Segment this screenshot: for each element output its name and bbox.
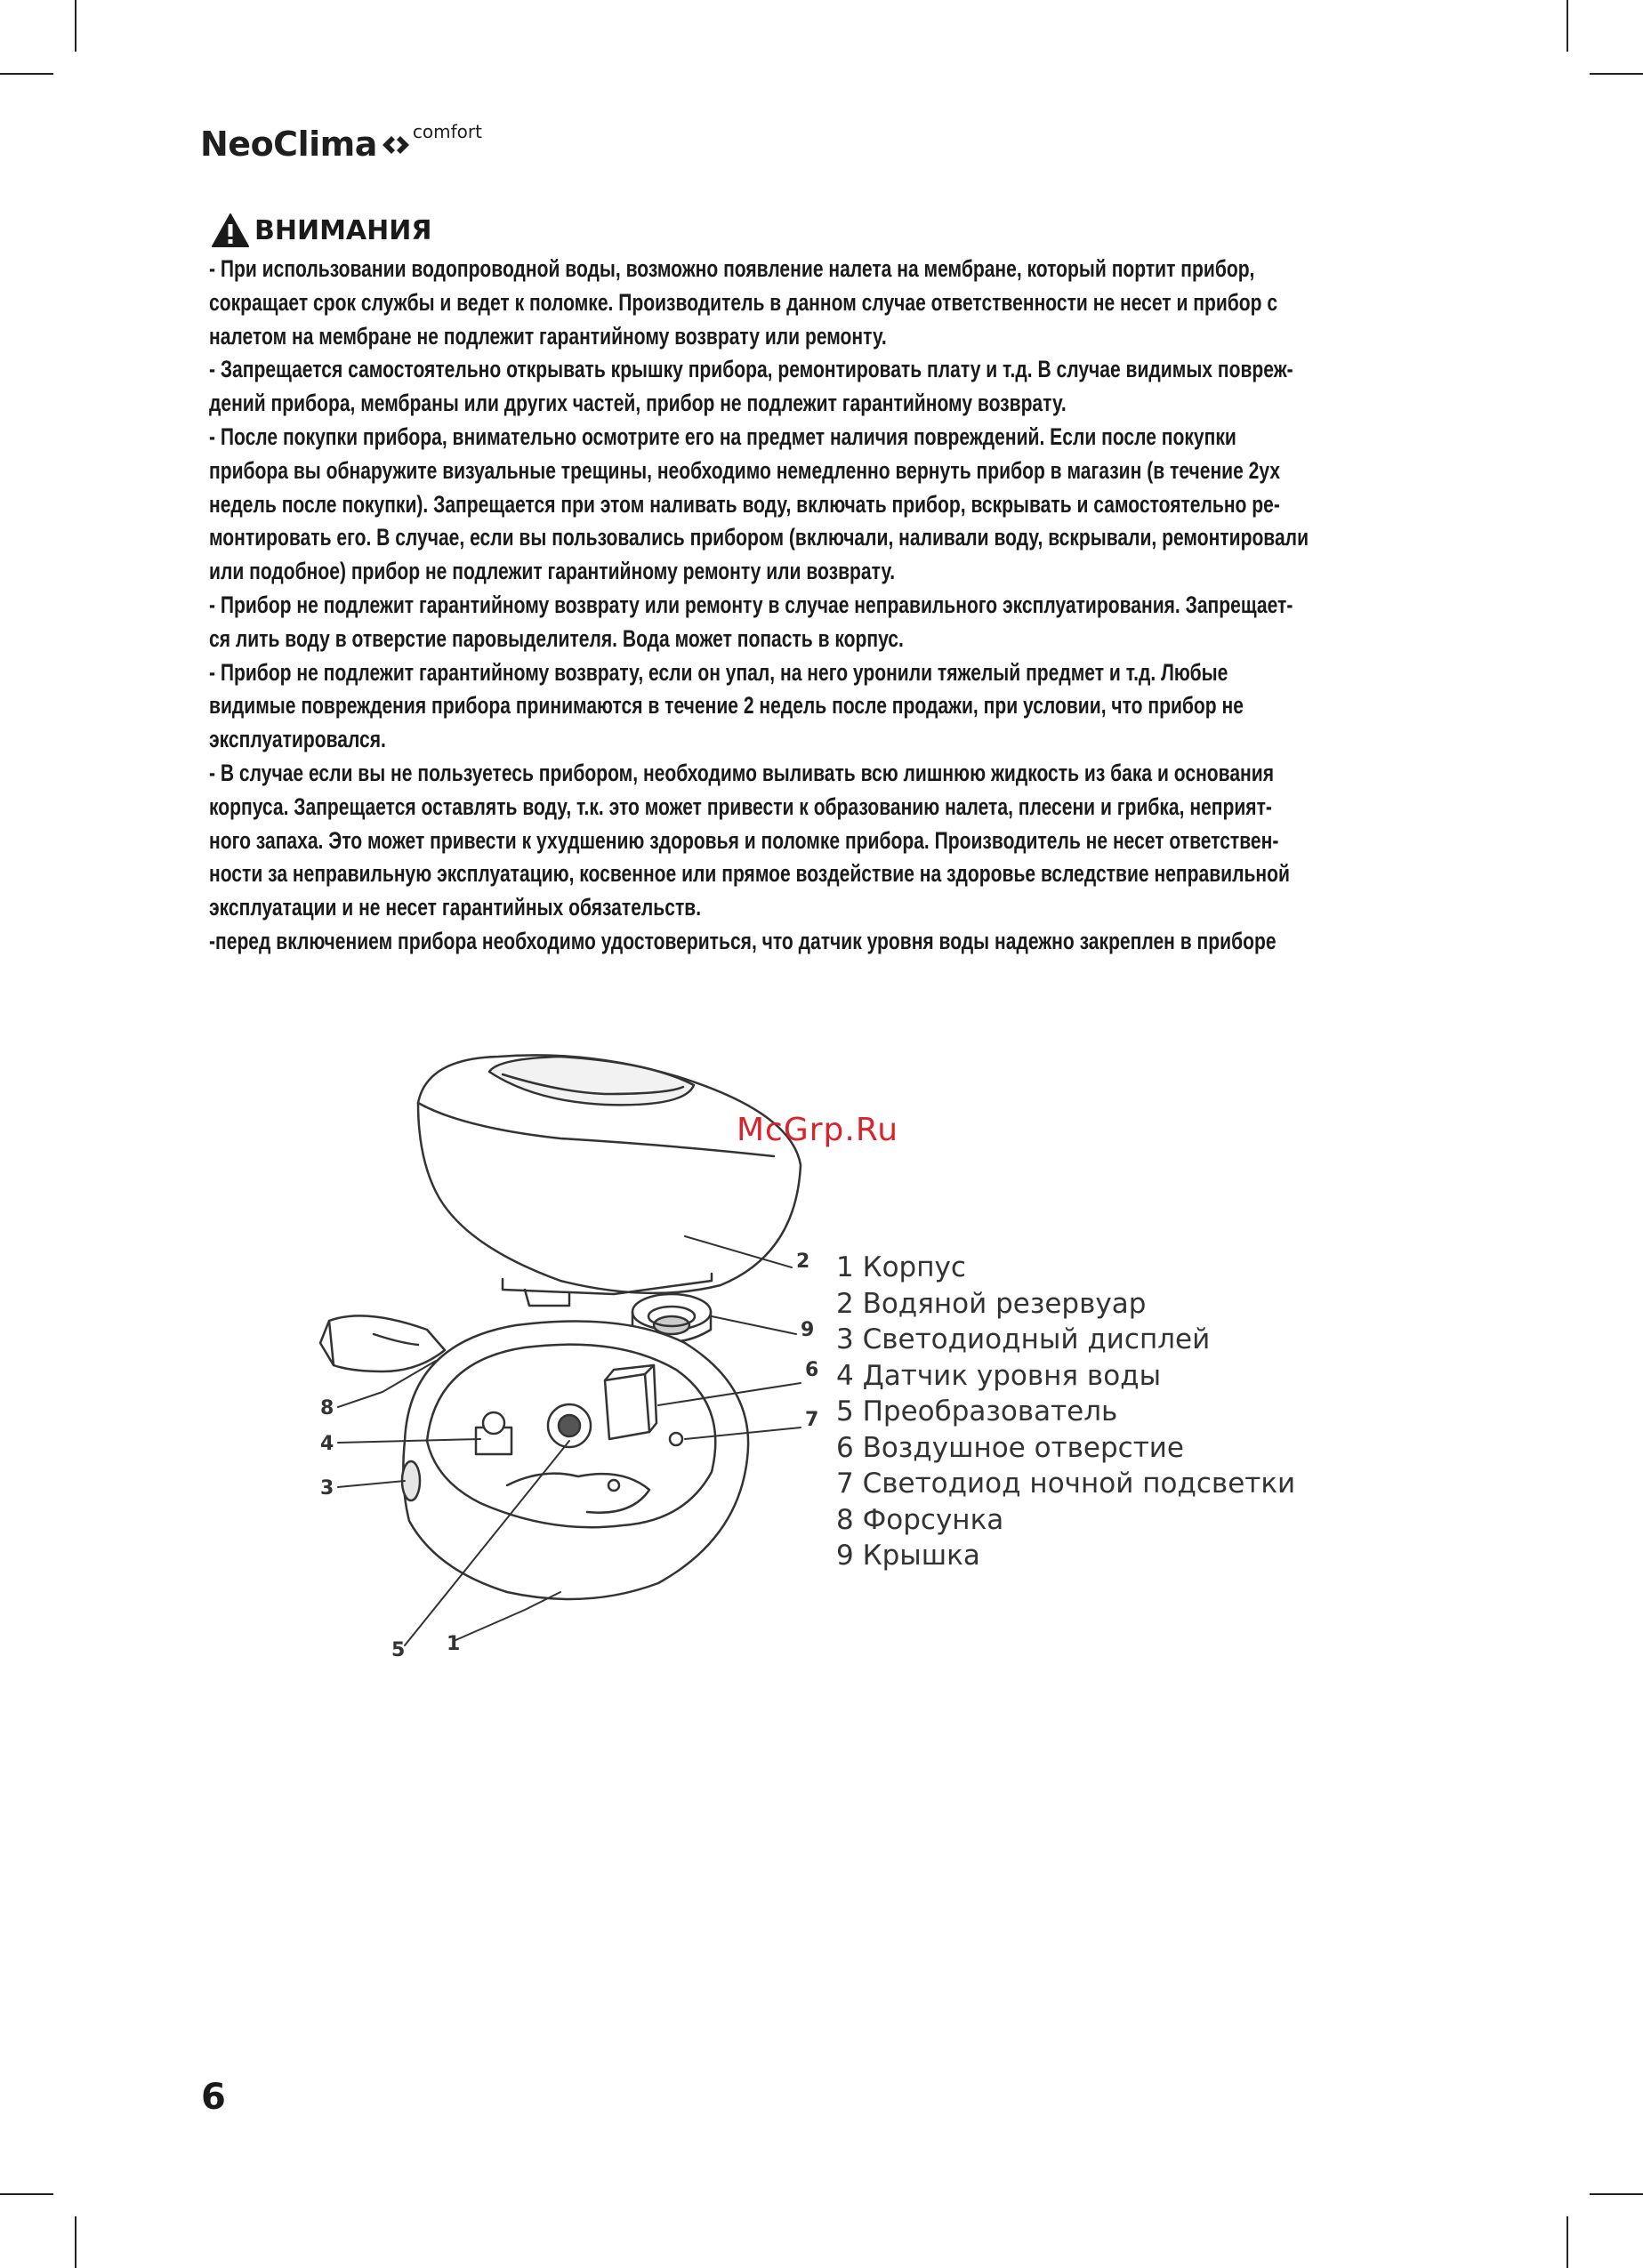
base-body-illustration (402, 1322, 748, 1600)
warning-line: ного запаха. Это может привести к ухудшению здоровья и поломке прибора. Производитель не несет ответствен- (209, 826, 1279, 854)
crop-mark (1590, 73, 1643, 75)
warning-line: эксплуатации и не несет гарантийных обязательств. (209, 894, 702, 921)
crop-mark (75, 0, 77, 52)
watermark: McGrp.Ru (737, 1112, 899, 1148)
warning-line: - После покупки прибора, внимательно осмотрите его на предмет наличия повреждений. Если после покупки (209, 422, 1236, 450)
legend-item: 2 Водяной резервуар (836, 1287, 1147, 1320)
legend-item: 7 Светодиод ночной подсветки (836, 1468, 1296, 1500)
warning-line: видимые повреждения прибора принимаются в течение 2 недель после продажи, при условии, что прибор не (209, 692, 1244, 720)
warning-heading (212, 213, 431, 247)
legend-item: 9 Крышка (836, 1540, 980, 1572)
brand-name: NeoClima (200, 125, 377, 164)
warning-line: недель после покупки). Запрещается при этом наливать воду, включать прибор, вскрывать и самостоятельно ре- (209, 490, 1280, 518)
callout-number: 2 (796, 1251, 810, 1273)
warning-line: - Запрещается самостоятельно открывать крышку прибора, ремонтировать плату и т.д. В случае видимых повреж- (209, 356, 1293, 383)
warning-line: дений прибора, мембраны или других частей, прибор не подлежит гарантийному возврату. (209, 390, 1067, 417)
brand-diamond-icon (381, 132, 411, 158)
callout-number: 8 (320, 1397, 334, 1420)
crop-mark (1566, 2216, 1568, 2268)
water-tank-illustration (418, 1055, 801, 1306)
warning-triangle-icon (212, 213, 249, 247)
parts-legend (836, 1250, 1295, 1574)
warning-line: - При использовании водопроводной воды, возможно появление налета на мембране, который портит прибор, (209, 255, 1255, 282)
warning-line: эксплуатировался. (209, 726, 386, 753)
warning-title: ВНИМАНИЯ (254, 214, 432, 246)
callout-number: 4 (320, 1433, 334, 1455)
crop-mark (1590, 2193, 1643, 2195)
warning-line: - Прибор не подлежит гарантийному возврату, если он упал, на него уронили тяжелый предмет и т.д. Любые (209, 658, 1228, 686)
warning-line: - Прибор не подлежит гарантийному возврату или ремонту в случае неправильного эксплуатирования. Запрещает- (209, 591, 1293, 618)
brand-logo (200, 117, 482, 171)
legend-item: 1 Корпус (836, 1251, 966, 1283)
callout-number: 6 (805, 1359, 819, 1381)
legend-item: 3 Светодиодный дисплей (836, 1323, 1211, 1355)
legend-item: 8 Форсунка (836, 1503, 1004, 1536)
callout-number: 3 (320, 1477, 334, 1500)
warning-line: -перед включением прибора необходимо удостовериться, что датчик уровня воды надежно закреплен в приборе (209, 927, 1277, 954)
legend-item: 6 Воздушное отверстие (836, 1431, 1184, 1464)
legend-item: 5 Преобразователь (836, 1395, 1118, 1428)
warning-line: корпуса. Запрещается оставлять воду, т.к. это может привести к образованию налета, плесени и грибка, неприят- (209, 792, 1272, 820)
crop-mark (75, 2216, 77, 2268)
crop-mark (0, 2193, 53, 2195)
callout-number: 5 (391, 1639, 406, 1661)
warning-line: ся лить воду в отверстие паровыделителя. Вода может попасть в корпус. (209, 624, 904, 652)
warning-line: монтировать его. В случае, если вы пользовались прибором (включали, наливали воду, вскрывали, ремонтировали (209, 524, 1309, 551)
warning-line: или подобное) прибор не подлежит гарантийному ремонту или возврату. (209, 558, 896, 585)
brand-sub: comfort (412, 121, 482, 142)
warning-body (209, 253, 1309, 959)
page-number: 6 (201, 2077, 226, 2118)
callout-number: 7 (805, 1409, 819, 1431)
crop-mark (0, 73, 53, 75)
nozzle-illustration (320, 1315, 445, 1371)
callout-number: 1 (447, 1633, 461, 1655)
warning-line: налетом на мембране не подлежит гарантийному возврату или ремонту. (209, 322, 887, 350)
warning-line: ности за неправильную эксплуатацию, косвенное или прямое воздействие на здоровье вследствие неправильной (209, 860, 1290, 888)
legend-item: 4 Датчик уровня воды (836, 1359, 1162, 1392)
warning-line: сокращает срок службы и ведет к поломке. Производитель в данном случае ответственности не несет и прибор с (209, 288, 1278, 316)
callout-number: 9 (801, 1319, 815, 1341)
warning-line: - В случае если вы не пользуетесь прибором, необходимо выливать всю лишнюю жидкость из бака и основания (209, 759, 1275, 786)
warning-line: прибора вы обнаружите визуальные трещины, необходимо немедленно вернуть прибор в магазин (в течение 2ух (209, 456, 1281, 484)
crop-mark (1566, 0, 1568, 52)
